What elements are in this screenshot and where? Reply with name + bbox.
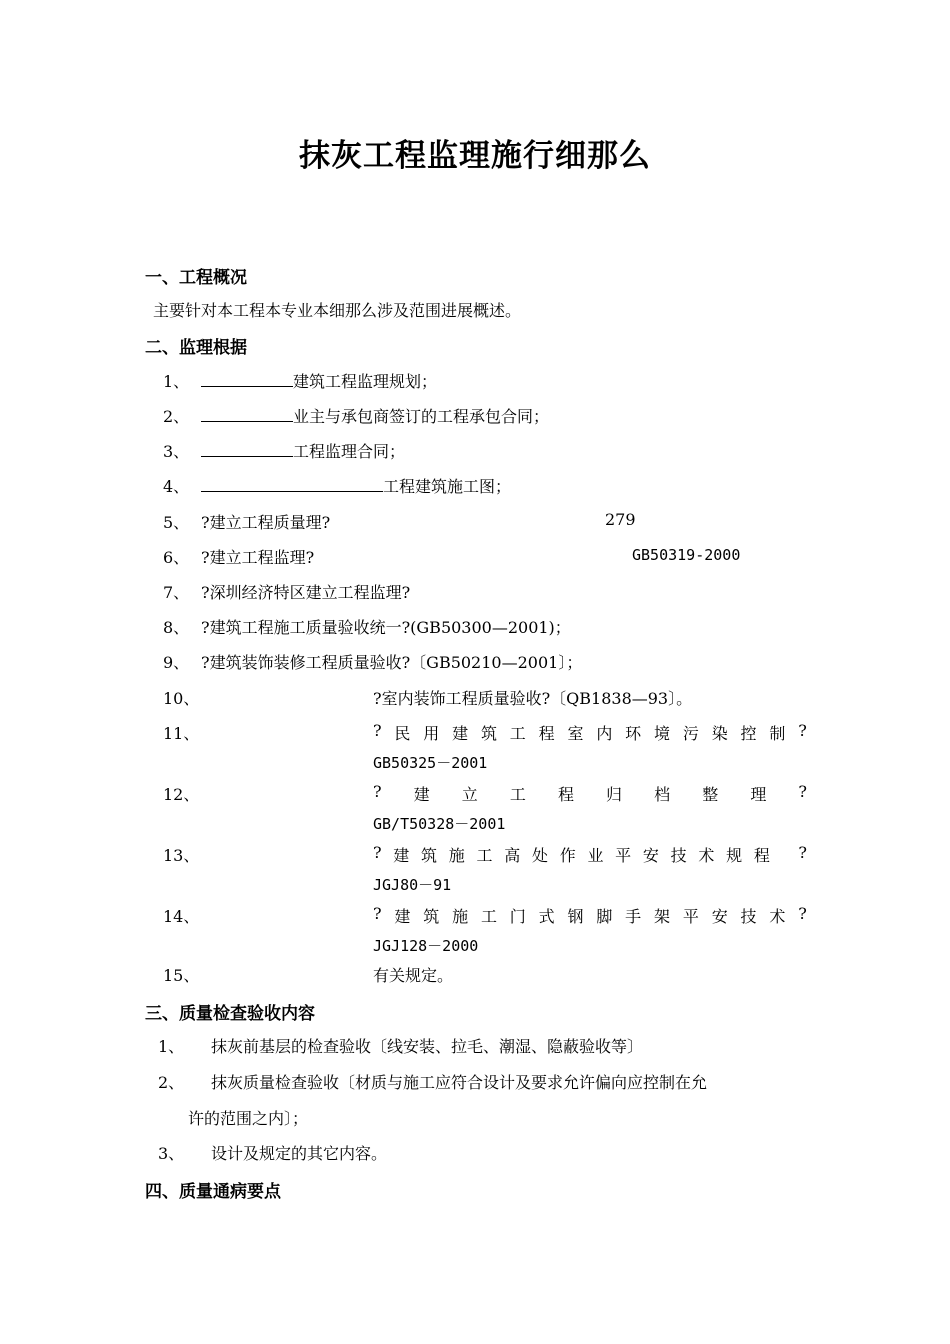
list-item-text: ?建筑工程施工质量验收统一?(GB50300—2001)； [201, 618, 571, 637]
list-item-number: 9、 [163, 653, 190, 672]
section1-heading: 一、工程概况 [145, 268, 247, 288]
list-item-text: 抹灰前基层的检查验收〔线安装、拉毛、潮湿、隐蔽验收等〕 [211, 1037, 644, 1056]
list-item-text: 工程建筑施工图； [383, 477, 512, 496]
list-item-number: 1、 [158, 1037, 185, 1056]
list-item-text: ? 建 筑 施 工 高 处 作 业 平 安 技 术 规 程 ? [373, 843, 807, 865]
list-item-text: 设计及规定的其它内容。 [211, 1144, 388, 1163]
section4-heading: 四、质量通病要点 [145, 1182, 281, 1202]
fill-in-blank [201, 474, 383, 492]
list-item-number: 1、 [163, 372, 190, 391]
list-item-text: 抹灰质量检查验收〔材质与施工应符合设计及要求允许偏向应控制在允 [211, 1073, 708, 1092]
standard-code: GB50325－2001 [373, 754, 488, 772]
list-item-number: 15、 [163, 966, 200, 985]
section1-text: 主要针对本工程本专业本细那么涉及范围进展概述。 [153, 301, 522, 320]
list-item-text: 工程监理合同； [293, 442, 406, 461]
standard-code: 279 [605, 510, 636, 529]
fill-in-blank [201, 404, 293, 422]
list-item-text-continued: 许的范围之内〕； [188, 1109, 309, 1128]
list-item-number: 12、 [163, 785, 200, 804]
list-item-number: 5、 [163, 513, 190, 532]
list-item-number: 6、 [163, 548, 190, 567]
list-item-number: 2、 [158, 1073, 185, 1092]
list-item-number: 11、 [163, 724, 200, 743]
list-item-text: ?深圳经济特区建立工程监理? [201, 583, 411, 602]
list-item-text: 有关规定。 [373, 966, 454, 985]
list-item [201, 439, 405, 462]
section2-heading: 二、监理根据 [145, 338, 247, 358]
list-item-number: 3、 [163, 442, 190, 461]
standard-code: JGJ128－2000 [373, 937, 479, 955]
list-item-number: 13、 [163, 846, 200, 865]
list-item-text: ? 民 用 建 筑 工 程 室 内 环 境 污 染 控 制 ? [373, 721, 807, 743]
list-item-number: 8、 [163, 618, 190, 637]
fill-in-blank [201, 439, 293, 457]
list-item [201, 474, 511, 497]
list-item-text: 建筑工程监理规划； [293, 372, 438, 391]
list-item-text: ?建立工程质量理? [201, 513, 331, 532]
list-item [201, 404, 549, 427]
list-item-text: ?建立工程监理? [201, 548, 315, 567]
list-item-text: ? 建 筑 施 工 门 式 钢 脚 手 架 平 安 技 术 ? [373, 904, 807, 926]
list-item-number: 3、 [158, 1144, 185, 1163]
standard-code: JGJ80－91 [373, 876, 452, 894]
document-title: 抹灰工程监理施行细那么 [299, 138, 651, 174]
list-item [201, 369, 437, 392]
fill-in-blank [201, 369, 293, 387]
list-item-text: ?室内装饰工程质量验收?〔QB1838—93〕。 [373, 689, 693, 708]
standard-code: GB/T50328－2001 [373, 815, 506, 833]
list-item-number: 14、 [163, 907, 200, 926]
list-item-number: 4、 [163, 477, 190, 496]
list-item-text: ? 建 立 工 程 归 档 整 理 ? [373, 782, 807, 804]
list-item-text: 业主与承包商签订的工程承包合同； [293, 407, 550, 426]
standard-code: GB50319-2000 [632, 546, 741, 564]
list-item-number: 10、 [163, 689, 200, 708]
section3-heading: 三、质量检查验收内容 [145, 1004, 315, 1024]
list-item-number: 7、 [163, 583, 190, 602]
list-item-number: 2、 [163, 407, 190, 426]
list-item-text: ?建筑装饰装修工程质量验收?〔GB50210—2001〕； [201, 653, 583, 672]
